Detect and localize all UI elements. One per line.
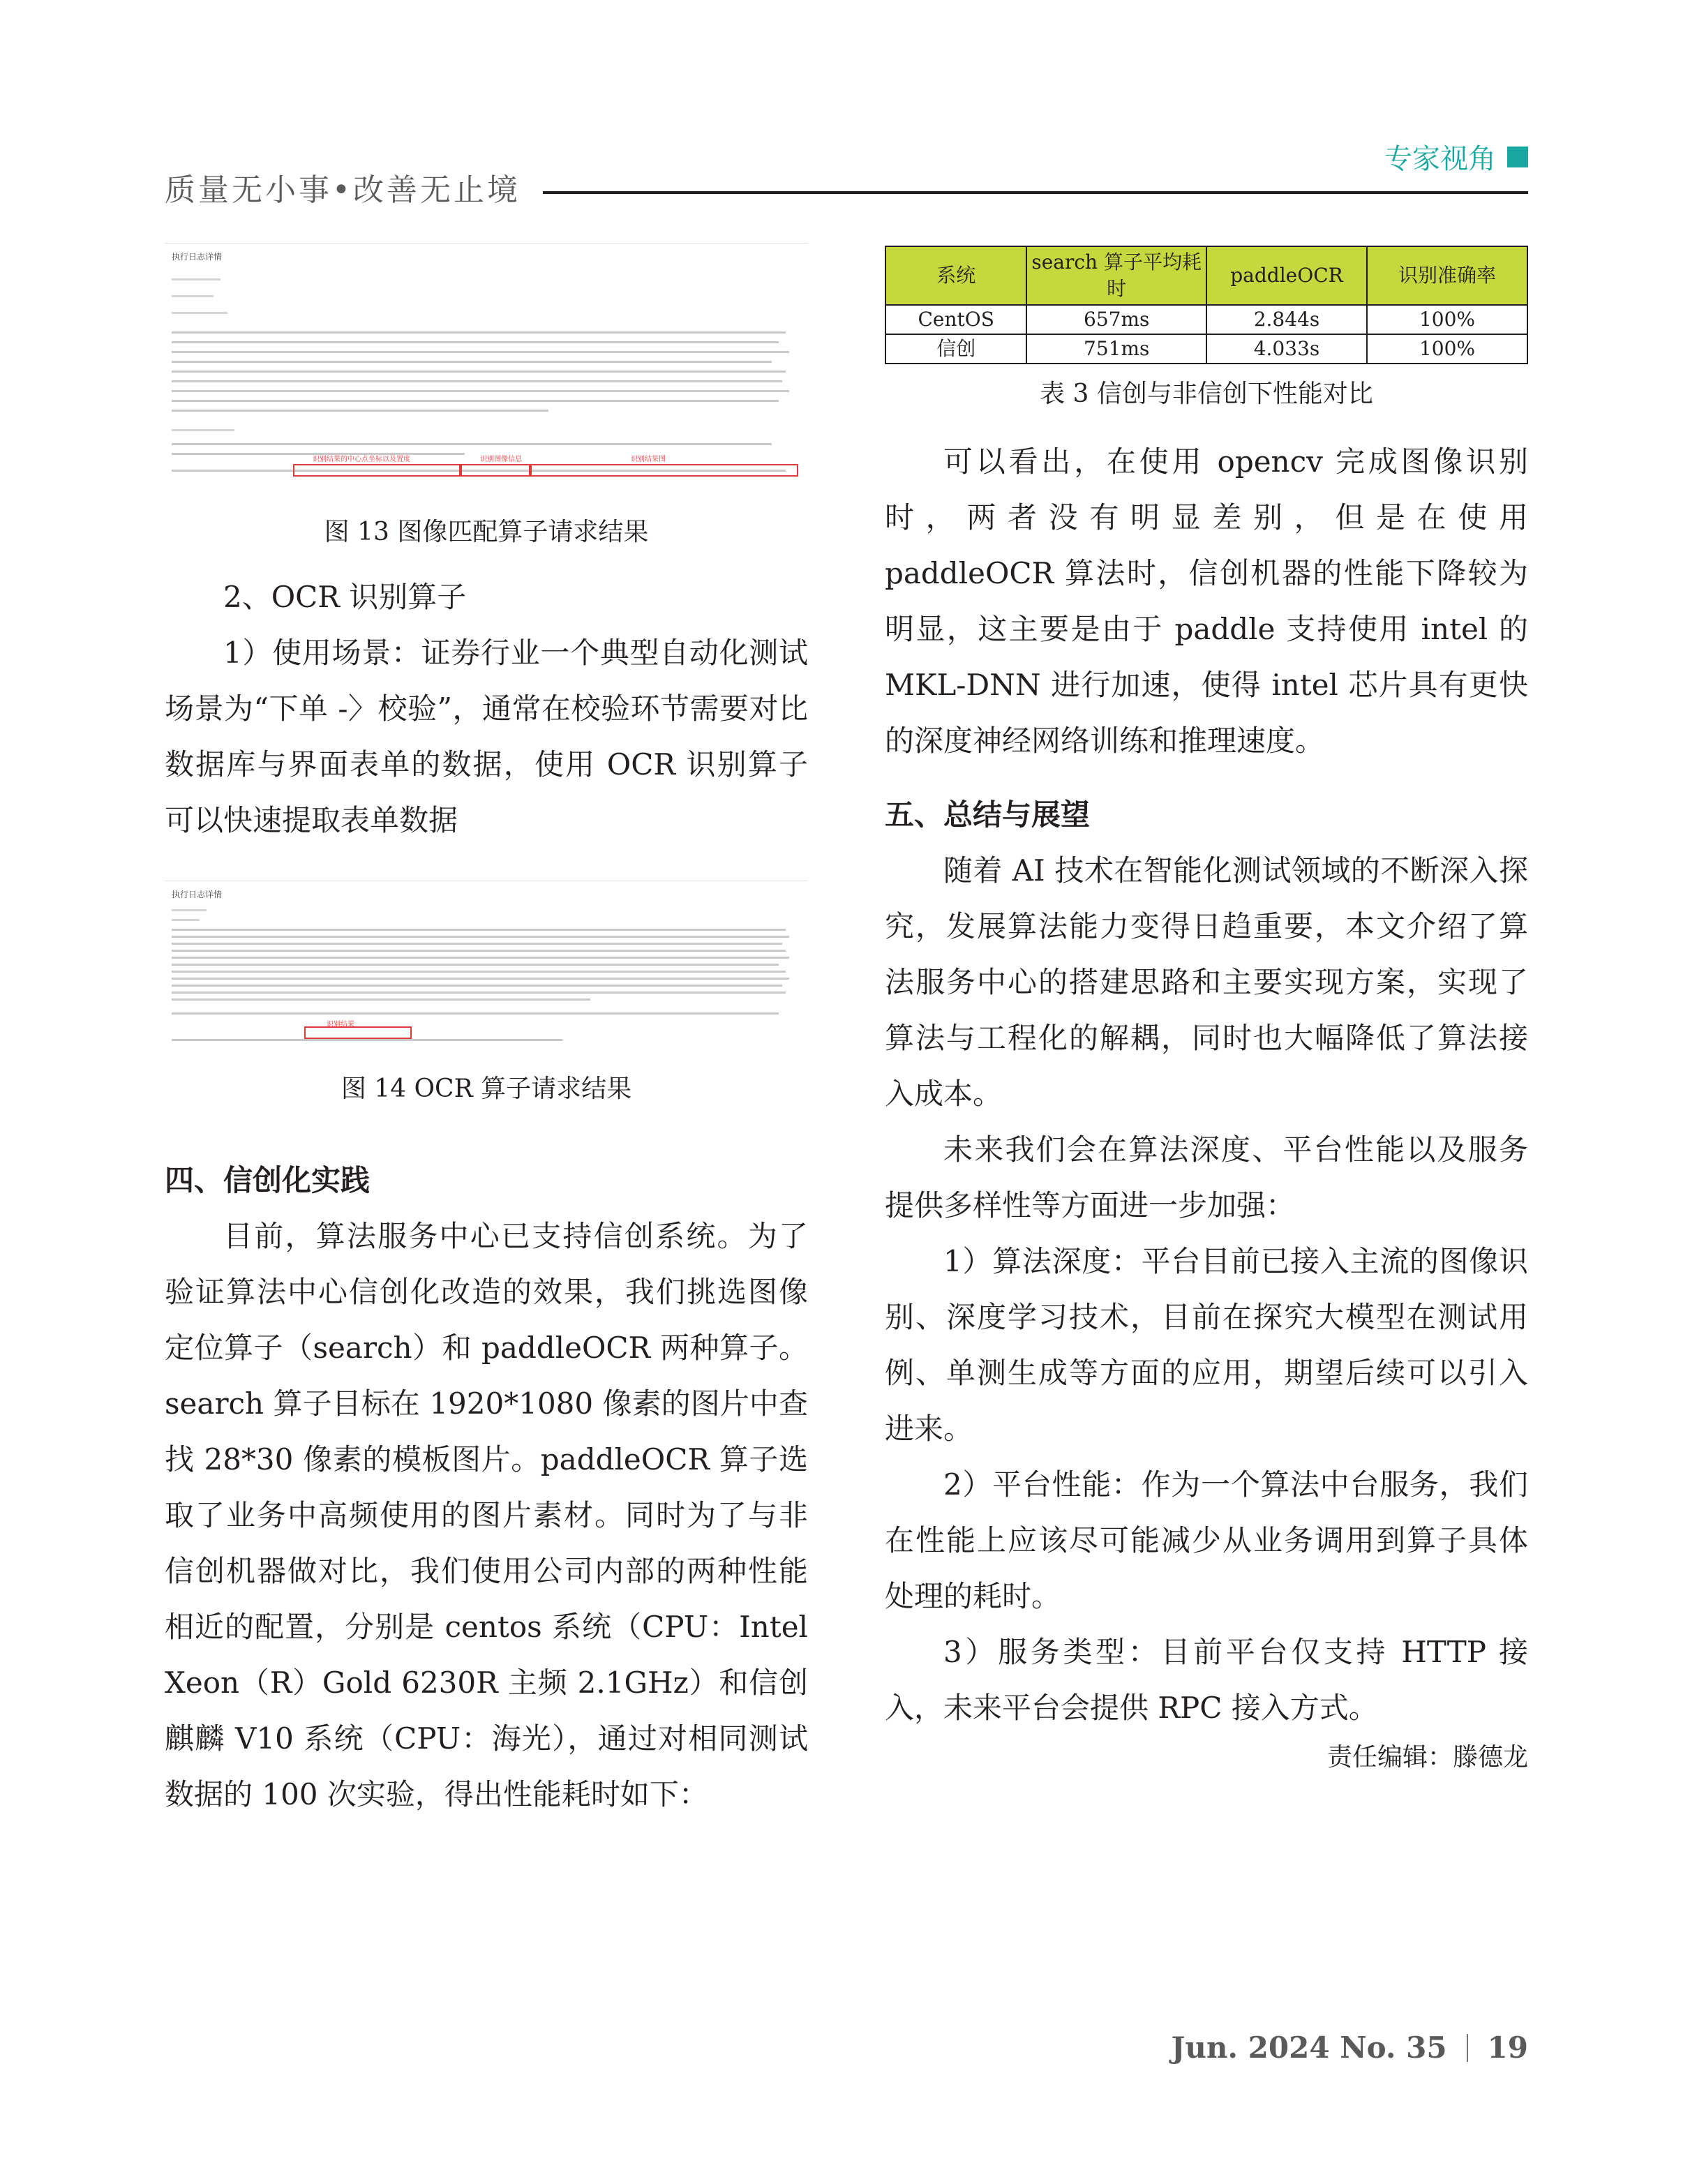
fig-line xyxy=(172,971,786,973)
fig-line xyxy=(172,978,789,980)
fig-line xyxy=(172,1039,562,1041)
table-cell: 751ms xyxy=(1026,334,1206,364)
table-3 xyxy=(885,246,1528,364)
table-row xyxy=(885,305,1527,334)
table-cell: CentOS xyxy=(885,305,1026,334)
fig-line xyxy=(172,964,779,966)
section-4-heading: 四、信创化实践 xyxy=(165,1163,371,1197)
fig-line xyxy=(172,1012,779,1015)
table-cell: 100% xyxy=(1367,334,1527,364)
section-tag-label: 专家视角 xyxy=(1384,143,1496,175)
footer-issue: Jun. 2024 No. 35 xyxy=(1171,2030,1447,2065)
section-5-paragraph-3: 1）算法深度：平台目前已接入主流的图像识别、深度学习技术，目前在探究大模型在测试用例、单测生成等方面的应用，期望后续可以引入进来。 xyxy=(885,1244,1528,1446)
footer-separator xyxy=(1467,2034,1468,2062)
highlight-box xyxy=(530,464,798,477)
figure-14-screenshot xyxy=(165,881,808,1049)
section-5-paragraph-2: 未来我们会在算法深度、平台性能以及服务提供多样性等方面进一步加强： xyxy=(885,1132,1528,1222)
table-row xyxy=(885,334,1527,364)
section-5-paragraph-1: 随着 AI 技术在智能化测试领域的不断深入探究，发展算法能力变得日趋重要，本文介绍了算法服务中心的搭建思路和主要实现方案，实现了算法与工程化的解耦，同时也大幅降低了算法接入成本。 xyxy=(885,853,1528,1111)
figure-14-label: 识别结果 xyxy=(327,1021,354,1029)
table-cell: 100% xyxy=(1367,305,1527,334)
highlight-box xyxy=(461,464,530,477)
analysis-block xyxy=(885,434,1528,769)
fig-line xyxy=(172,443,772,445)
figure-13-label-3: 识别结果图 xyxy=(631,456,666,463)
fig-line xyxy=(172,909,207,911)
fig-line xyxy=(172,992,786,994)
fig-line xyxy=(172,295,214,297)
header-slogan: 质量无小事•改善无止境 xyxy=(165,172,521,208)
section-tag xyxy=(1384,137,1528,177)
fig-line xyxy=(172,919,200,921)
fig-line xyxy=(172,985,782,987)
table-header-cell: 系统 xyxy=(885,246,1026,305)
figure-13-screenshot xyxy=(165,243,808,495)
figure-13-caption: 图 13 图像匹配算子请求结果 xyxy=(324,518,649,546)
editor-credit: 责任编辑：滕德龙 xyxy=(1326,1743,1528,1772)
fig-line xyxy=(172,950,786,952)
fig-line xyxy=(172,371,786,373)
fig-line xyxy=(172,943,782,945)
figure-14-caption: 图 14 OCR 算子请求结果 xyxy=(341,1075,632,1103)
header-rule xyxy=(543,191,1528,194)
ocr-section xyxy=(165,569,808,848)
table-header-row xyxy=(885,246,1527,305)
highlight-box xyxy=(293,464,461,477)
fig-line xyxy=(172,351,789,353)
section-4 xyxy=(165,1153,808,1823)
fig-line xyxy=(172,312,227,314)
section-4-paragraph: 目前，算法服务中心已支持信创系统。为了验证算法中心信创化改造的效果，我们挑选图像定位算子（search）和 paddleOCR 两种算子。search 算子目标在 1920*1080 像素的图片中查找 28*30 像素的模板图片。paddleOCR 算子选取了业务中高频使用的图片素材。同时为了与非信创机器做对比，我们使用公司内部的两种性能相近的配置，分别是 centos 系统（CPU：Intel Xeon（R）Gold 6230R 主频 2.1GHz）和信创麒麟 V10 系统（CPU：海光），通过对相同测试数据的 100 次实验，得出性能耗时如下： xyxy=(165,1219,808,1811)
section-5-paragraph-4: 2）平台性能：作为一个算法中台服务，我们在性能上应该尽可能减少从业务调用到算子具体处理的耗时。 xyxy=(885,1467,1528,1613)
fig-line xyxy=(172,998,590,1001)
fig-line xyxy=(172,380,782,382)
figure-13-label-2: 识别图像信息 xyxy=(480,456,522,463)
highlight-box xyxy=(304,1026,412,1039)
analysis-paragraph: 可以看出，在使用 opencv 完成图像识别时，两者没有明显差别，但是在使用 paddleOCR 算法时，信创机器的性能下降较为明显，这主要是由于 paddle 支持使用 intel 的 MKL-DNN 进行加速，使得 intel 芯片具有更快的深度神经网络训练和推理速度。 xyxy=(885,444,1528,758)
ocr-usage-paragraph: 1）使用场景：证券行业一个典型自动化测试场景为“下单 -〉校验”，通常在校验环节需要对比数据库与界面表单的数据，使用 OCR 识别算子可以快速提取表单数据 xyxy=(165,636,808,837)
fig-line xyxy=(172,390,789,392)
table-header-cell: search 算子平均耗时 xyxy=(1026,246,1206,305)
table-header-cell: paddleOCR xyxy=(1206,246,1367,305)
table-cell: 2.844s xyxy=(1206,305,1367,334)
page-number: 19 xyxy=(1487,2030,1528,2065)
section-5-heading: 五、总结与展望 xyxy=(885,798,1091,832)
fig-line xyxy=(172,410,548,412)
fig-line xyxy=(172,957,789,959)
ocr-heading: 2、OCR 识别算子 xyxy=(223,580,467,614)
fig-line xyxy=(172,400,779,402)
fig-line xyxy=(172,429,234,431)
fig-line xyxy=(172,936,789,938)
section-5 xyxy=(885,787,1528,1736)
square-icon xyxy=(1507,147,1528,167)
table-cell: 657ms xyxy=(1026,305,1206,334)
figure-14-title: 执行日志详情 xyxy=(172,890,223,899)
fig-line xyxy=(172,929,786,931)
fig-line xyxy=(172,278,220,281)
fig-line xyxy=(172,361,772,363)
figure-13-title: 执行日志详情 xyxy=(172,252,223,262)
fig-line xyxy=(172,341,779,343)
table-cell: 信创 xyxy=(885,334,1026,364)
footer xyxy=(1171,2030,1528,2065)
section-5-paragraph-5: 3）服务类型：目前平台仅支持 HTTP 接入，未来平台会提供 RPC 接入方式。 xyxy=(885,1635,1528,1725)
table-3-caption: 表 3 信创与非信创下性能对比 xyxy=(1040,380,1373,408)
figure-13-label-1: 识别结果的中心点坐标以及置度 xyxy=(313,456,410,463)
table-cell: 4.033s xyxy=(1206,334,1367,364)
table-header-cell: 识别准确率 xyxy=(1367,246,1527,305)
fig-line xyxy=(172,331,786,334)
